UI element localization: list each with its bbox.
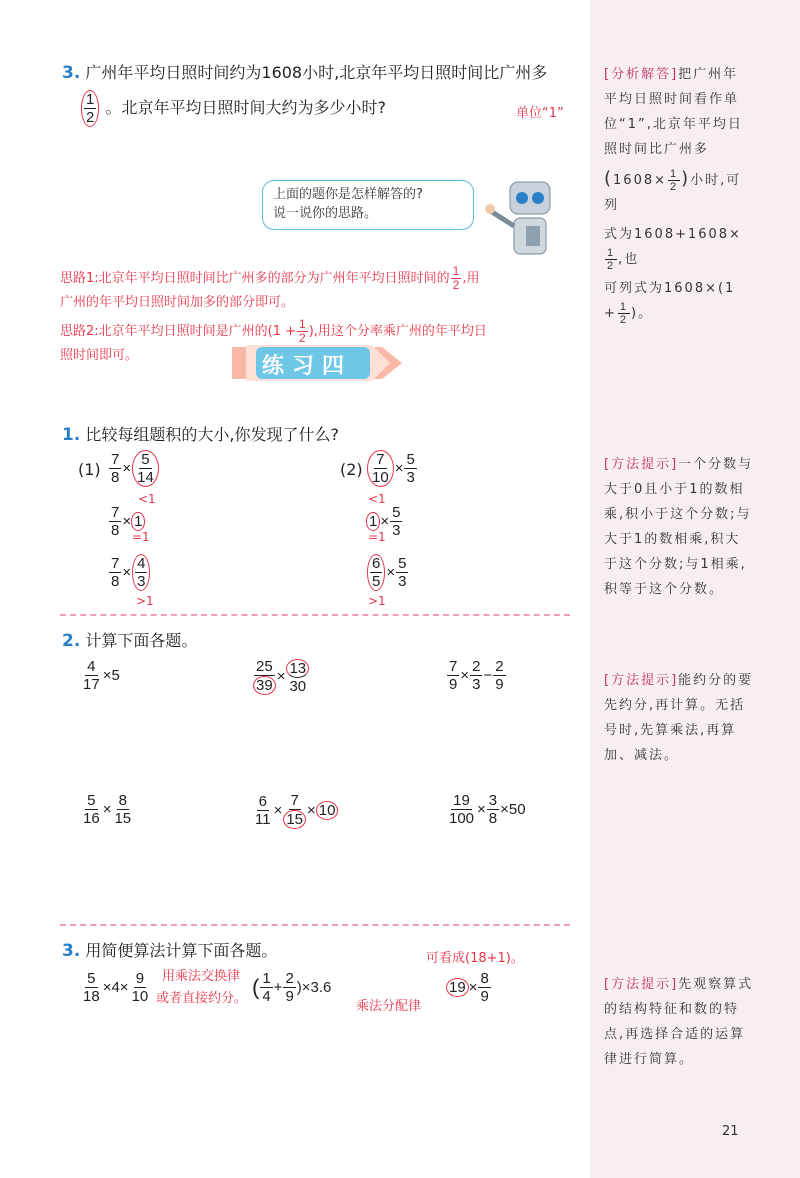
ex3-problem-1: $\frac{5}{18}$ ×4× $\frac{9}{10}$ (83, 970, 149, 1005)
ex3-note-1b: 或者直接约分。 (156, 991, 248, 1006)
exercise-number: 3. (62, 941, 81, 961)
g2-row3: $\frac{6}{5}$ × $\frac{5}{3}$ (366, 554, 409, 591)
exercise-3-title (62, 938, 277, 961)
side-note-analysis: [分析解答]把广州年 平均日照时间看作单 位“1”,北京年平均日 照时间比广州多 (1608× $\frac{1}{2}$ )小时,可列 式为1608+1608× $\frac{1}{2}$ ,也 可列式为1608×(1 + $\frac{1}{2}$ )。 (604, 67, 743, 326)
problem-3-top (62, 60, 582, 83)
side-note-method-2: [方法提示]能约分的要先约分,再计算。无括号时,先算乘法,再算加、减法。 (604, 673, 754, 763)
ex2-problem-6: $\frac{19}{100}$ × $\frac{3}{8}$ ×50 (449, 792, 526, 827)
g1-row1-note: <1 (138, 492, 156, 506)
unit-note: 单位“1” (516, 106, 564, 121)
problem-number: 3. (62, 63, 81, 83)
ex3-note-3: 可看成(18+1)。 (426, 951, 524, 966)
exercise-title: 计算下面各题。 (85, 631, 198, 650)
ex2-problem-4: $\frac{5}{16}$ × $\frac{8}{15}$ (83, 792, 132, 827)
g1-row3-note: >1 (136, 594, 154, 608)
exercise-1-title (62, 422, 339, 445)
ex3-problem-2: ( $\frac{1}{4}$ + $\frac{2}{9}$ )×3.6 (252, 970, 332, 1005)
exercise-number: 2. (62, 631, 81, 651)
exercise-2-title (62, 628, 197, 651)
idea-2-cont: 照时间即可。 (60, 348, 139, 363)
ex2-problem-3: $\frac{7}{9}$ × $\frac{2}{3}$ − $\frac{2}{9}$ (449, 658, 504, 693)
g2-row3-note: >1 (368, 594, 386, 608)
g2-row1: $\frac{7}{10}$ × $\frac{5}{3}$ (366, 450, 418, 487)
ex3-note-1a: 用乘法交换律 (162, 969, 241, 984)
ex2-problem-2: $\frac{25}{39}$ × $\frac{13}{30}$ (252, 658, 310, 695)
side-note-method-3: [方法提示]先观察算式的结构特征和数的特点,再选择合适的运算律进行简算。 (604, 977, 754, 1067)
g1-row2: $\frac{7}{8}$ × 1 (108, 504, 145, 539)
ex3-problem-3: 19 × $\frac{8}{9}$ (446, 970, 492, 1005)
g2-row2-note: =1 (368, 530, 386, 544)
exercise-number: 1. (62, 425, 81, 445)
side-note-method-1: [方法提示]一个分数与大于0且小于1的数相乘,积小于这个分数;与大于1的数相乘,积大于这个分数;与1相乘,积等于这个分数。 (604, 457, 754, 597)
idea-2: 思路2:北京年平均日照时间是广州的(1 + $\frac{1}{2}$ ),用这个分率乘广州的年平均日 (60, 317, 487, 345)
page-number: 21 (722, 1124, 739, 1139)
problem-3-line2 (80, 90, 386, 127)
divider (60, 924, 570, 926)
bubble-line2: 说一说你的思路。 (273, 206, 378, 221)
robot-icon (478, 176, 568, 266)
problem-text-line2: 。北京年平均日照时间大约为多少小时? (105, 98, 386, 117)
fraction-one-half: $\frac{1}{2}$ (81, 90, 99, 127)
exercise-title: 比较每组题积的大小,你发现了什么? (85, 425, 339, 444)
exercise-title: 用简便算法计算下面各题。 (85, 941, 278, 960)
group-2-label: (2) (340, 460, 363, 479)
idea-1: 思路1:北京年平均日照时间比广州多的部分为广州年平均日照时间的 $\frac{1}{2}$ ,用 (60, 264, 480, 292)
problem-text-line1: 广州年平均日照时间约为1608小时,北京年平均日照时间比广州多 (85, 63, 548, 82)
speech-bubble (262, 180, 474, 230)
g1-row1: $\frac{7}{8}$ × $\frac{5}{14}$ (108, 450, 160, 487)
banner-title: 练习四 (262, 354, 353, 379)
g1-row3: $\frac{7}{8}$ × $\frac{4}{3}$ (108, 554, 151, 591)
ex2-problem-5: $\frac{6}{11}$ × $\frac{7}{15}$ × 10 (252, 792, 338, 829)
divider (60, 614, 570, 616)
idea-1-cont: 广州的年平均日照时间加多的部分即可。 (60, 295, 295, 310)
group-1-label: (1) (78, 460, 101, 479)
bubble-line1: 上面的题你是怎样解答的? (273, 187, 423, 202)
ex3-note-2: 乘法分配律 (356, 999, 422, 1014)
g1-row2-note: =1 (132, 530, 150, 544)
ex2-problem-1: $\frac{4}{17}$ ×5 (83, 658, 120, 693)
g2-row1-note: <1 (368, 492, 386, 506)
g2-row2: 1 × $\frac{5}{3}$ (366, 504, 403, 539)
